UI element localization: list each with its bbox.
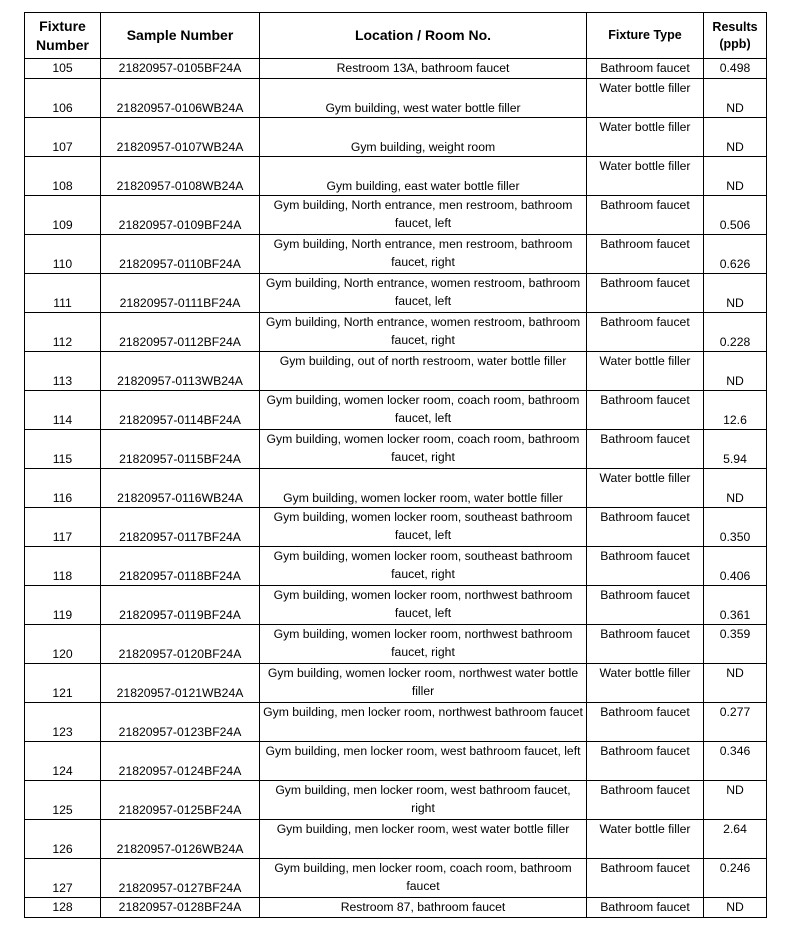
sample-number-cell: 21820957-0106WB24A [101,79,260,118]
table-row [25,742,767,781]
location-cell: Restroom 13A, bathroom faucet [260,59,587,79]
table-row [25,625,767,664]
sample-number-cell: 21820957-0113WB24A [101,352,260,391]
sample-number-cell: 21820957-0117BF24A [101,508,260,547]
fixture-number-cell: 115 [25,430,101,469]
result-cell: 0.361 [704,586,767,625]
sample-number-cell: 21820957-0107WB24A [101,118,260,157]
sample-number-cell: 21820957-0108WB24A [101,157,260,196]
table-row [25,703,767,742]
table-row [25,157,767,196]
location-cell: Gym building, women locker room, northwest water bottle filler [260,664,587,703]
location-cell: Gym building, women locker room, coach room, bathroom faucet, right [260,430,587,469]
result-cell: 2.64 [704,820,767,859]
sample-number-cell: 21820957-0118BF24A [101,547,260,586]
sample-number-cell: 21820957-0110BF24A [101,235,260,274]
result-cell: ND [704,781,767,820]
fixture-number-cell: 116 [25,469,101,508]
table-row [25,352,767,391]
fixture-type-cell: Bathroom faucet [587,742,704,781]
location-cell: Gym building, west water bottle filler [260,79,587,118]
location-cell: Gym building, men locker room, west water bottle filler [260,820,587,859]
sample-number-cell: 21820957-0124BF24A [101,742,260,781]
sample-number-cell: 21820957-0112BF24A [101,313,260,352]
location-cell: Gym building, North entrance, men restroom, bathroom faucet, right [260,235,587,274]
result-cell: 5.94 [704,430,767,469]
fixture-type-cell: Bathroom faucet [587,625,704,664]
result-cell: 0.228 [704,313,767,352]
fixture-type-cell: Bathroom faucet [587,313,704,352]
fixture-type-cell: Bathroom faucet [587,59,704,79]
fixture-type-cell: Bathroom faucet [587,781,704,820]
fixture-number-cell: 105 [25,59,101,79]
location-cell: Restroom 87, bathroom faucet [260,898,587,918]
result-cell: 0.626 [704,235,767,274]
result-cell: 0.277 [704,703,767,742]
fixture-type-cell: Water bottle filler [587,157,704,196]
fixture-number-cell: 126 [25,820,101,859]
table-row [25,820,767,859]
header-row [25,13,767,59]
table-row [25,664,767,703]
table-row [25,859,767,898]
result-cell: ND [704,79,767,118]
result-cell: 0.406 [704,547,767,586]
header-location: Location / Room No. [260,13,587,59]
location-cell: Gym building, women locker room, southeast bathroom faucet, left [260,508,587,547]
fixture-number-cell: 127 [25,859,101,898]
fixture-number-cell: 120 [25,625,101,664]
result-cell: ND [704,274,767,313]
sample-number-cell: 21820957-0119BF24A [101,586,260,625]
fixture-number-cell: 128 [25,898,101,918]
sample-number-cell: 21820957-0127BF24A [101,859,260,898]
header-sample-number: Sample Number [101,13,260,59]
sample-number-cell: 21820957-0114BF24A [101,391,260,430]
fixture-number-cell: 124 [25,742,101,781]
table-row [25,274,767,313]
fixture-type-cell: Bathroom faucet [587,391,704,430]
result-cell: ND [704,664,767,703]
table-row [25,118,767,157]
location-cell: Gym building, women locker room, northwest bathroom faucet, left [260,586,587,625]
sample-number-cell: 21820957-0126WB24A [101,820,260,859]
fixture-type-cell: Bathroom faucet [587,703,704,742]
table-row [25,469,767,508]
fixture-number-cell: 118 [25,547,101,586]
table-row [25,391,767,430]
fixture-number-cell: 111 [25,274,101,313]
fixture-type-cell: Bathroom faucet [587,859,704,898]
fixture-number-cell: 123 [25,703,101,742]
result-cell: ND [704,469,767,508]
fixture-number-cell: 121 [25,664,101,703]
fixture-number-cell: 107 [25,118,101,157]
location-cell: Gym building, out of north restroom, water bottle filler [260,352,587,391]
result-cell: 0.350 [704,508,767,547]
fixture-number-cell: 125 [25,781,101,820]
fixture-type-cell: Bathroom faucet [587,547,704,586]
location-cell: Gym building, east water bottle filler [260,157,587,196]
fixture-number-cell: 119 [25,586,101,625]
sample-number-cell: 21820957-0115BF24A [101,430,260,469]
sample-number-cell: 21820957-0128BF24A [101,898,260,918]
sample-number-cell: 21820957-0105BF24A [101,59,260,79]
fixture-type-cell: Bathroom faucet [587,508,704,547]
location-cell: Gym building, women locker room, water bottle filler [260,469,587,508]
fixture-number-cell: 110 [25,235,101,274]
table-row [25,59,767,79]
table-row [25,547,767,586]
result-cell: 0.506 [704,196,767,235]
fixture-number-cell: 117 [25,508,101,547]
result-cell: 0.359 [704,625,767,664]
table-row [25,196,767,235]
fixture-type-cell: Bathroom faucet [587,586,704,625]
location-cell: Gym building, North entrance, men restroom, bathroom faucet, left [260,196,587,235]
fixture-type-cell: Bathroom faucet [587,274,704,313]
result-cell: ND [704,118,767,157]
fixture-number-cell: 112 [25,313,101,352]
result-cell: ND [704,898,767,918]
fixture-type-cell: Water bottle filler [587,352,704,391]
fixture-type-cell: Water bottle filler [587,469,704,508]
location-cell: Gym building, men locker room, west bathroom faucet, right [260,781,587,820]
sample-number-cell: 21820957-0125BF24A [101,781,260,820]
location-cell: Gym building, North entrance, women restroom, bathroom faucet, right [260,313,587,352]
fixture-type-cell: Water bottle filler [587,820,704,859]
table-row [25,235,767,274]
fixture-type-cell: Bathroom faucet [587,235,704,274]
table-row [25,781,767,820]
result-cell: ND [704,157,767,196]
fixture-type-cell: Water bottle filler [587,118,704,157]
sample-number-cell: 21820957-0109BF24A [101,196,260,235]
sample-number-cell: 21820957-0120BF24A [101,625,260,664]
header-fixture-number: Fixture Number [25,13,101,59]
fixture-type-cell: Bathroom faucet [587,898,704,918]
fixture-number-cell: 114 [25,391,101,430]
location-cell: Gym building, weight room [260,118,587,157]
location-cell: Gym building, men locker room, coach room, bathroom faucet [260,859,587,898]
location-cell: Gym building, men locker room, northwest bathroom faucet [260,703,587,742]
sample-number-cell: 21820957-0123BF24A [101,703,260,742]
sample-number-cell: 21820957-0121WB24A [101,664,260,703]
result-cell: ND [704,352,767,391]
location-cell: Gym building, women locker room, coach room, bathroom faucet, left [260,391,587,430]
fixture-type-cell: Water bottle filler [587,664,704,703]
result-cell: 12.6 [704,391,767,430]
table-row [25,79,767,118]
fixture-type-cell: Bathroom faucet [587,430,704,469]
header-fixture-type: Fixture Type [587,13,704,59]
table-row [25,508,767,547]
header-results: Results (ppb) [704,13,767,59]
sample-number-cell: 21820957-0111BF24A [101,274,260,313]
fixture-number-cell: 106 [25,79,101,118]
fixture-number-cell: 113 [25,352,101,391]
fixture-number-cell: 109 [25,196,101,235]
location-cell: Gym building, North entrance, women restroom, bathroom faucet, left [260,274,587,313]
location-cell: Gym building, women locker room, southeast bathroom faucet, right [260,547,587,586]
result-cell: 0.346 [704,742,767,781]
location-cell: Gym building, women locker room, northwest bathroom faucet, right [260,625,587,664]
table-row [25,586,767,625]
sample-number-cell: 21820957-0116WB24A [101,469,260,508]
table-row [25,313,767,352]
fixture-type-cell: Bathroom faucet [587,196,704,235]
fixture-number-cell: 108 [25,157,101,196]
fixture-type-cell: Water bottle filler [587,79,704,118]
table-row [25,898,767,918]
location-cell: Gym building, men locker room, west bathroom faucet, left [260,742,587,781]
table-row [25,430,767,469]
result-cell: 0.498 [704,59,767,79]
table-body [25,59,767,918]
result-cell: 0.246 [704,859,767,898]
results-table [24,12,767,918]
